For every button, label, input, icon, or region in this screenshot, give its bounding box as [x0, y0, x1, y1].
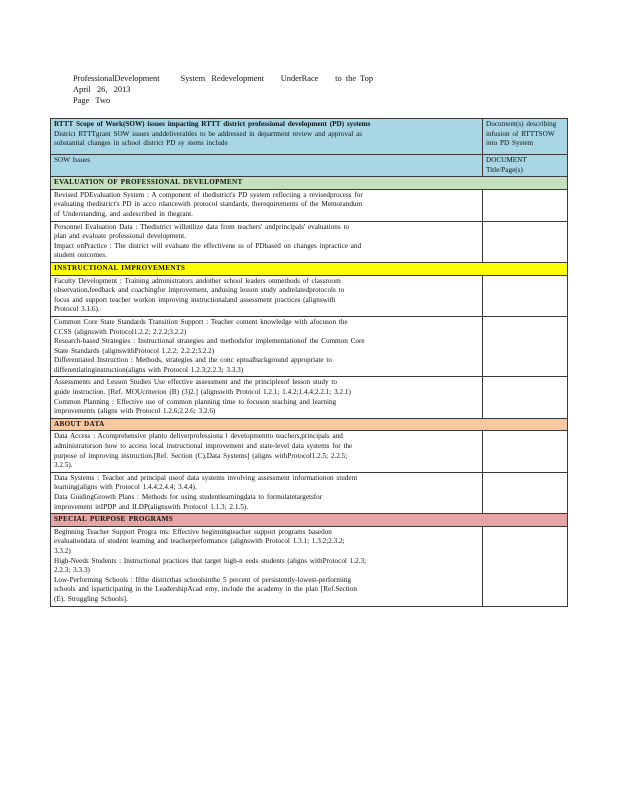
document-cell — [483, 316, 568, 377]
assessments-cell — [51, 377, 483, 418]
row-text: administratorson how to access local instructional improvement and state-level data systems for the — [54, 442, 353, 451]
row-text: Common Planning : Effective use of common planning time to focuson teaching and learning — [54, 397, 337, 406]
section-title: EVALUATION OF PROFESSIONAL DEVELOPMENT — [54, 178, 243, 187]
document-cell — [483, 377, 568, 418]
common-core-cell — [51, 316, 483, 377]
row-text: Low-Performing Schools : Ifthe districthas schoolsinthe 5 percent of persistently-lowest-performing — [54, 575, 352, 584]
row-text: of Understanding, and asdescribed in thegrant. — [54, 209, 193, 218]
table-row — [51, 377, 568, 418]
row-text: Protocol 3.1.6). — [54, 305, 100, 314]
documents-header-cell: Document(s) describing infusion of RTTTSOW into PD System — [483, 119, 568, 155]
document-cell — [483, 526, 568, 606]
row-text: Personnel Evaluation Data : Thedistrict willutilize data from teachers' andprincipals' evaluations to — [54, 222, 350, 231]
document-title-header: DOCUMENT Title/Page(s) — [483, 155, 568, 177]
table-row — [51, 189, 568, 221]
sow-title-line-2: District RTTTgrant SOW issues anddeliverables to be addressed in department review and approval as — [54, 129, 363, 138]
section-title: INSTRUCTIONAL IMPROVEMENTS — [54, 263, 186, 272]
row-text: Data GuidingGrowth Plans : Methods for using studentlearningdata to formulatetargetsfor — [54, 493, 323, 501]
row-text: 2.2.3; 3.3.3) — [54, 566, 90, 575]
row-text: High-Needs Students : Instructional practices that target high-n eeds students (aligns withProtocol 1.2.3; — [54, 556, 367, 565]
header-page-number: Page Two — [73, 96, 111, 106]
title-row — [51, 119, 568, 155]
row-text: 3.3.2) — [54, 546, 71, 555]
section-special — [51, 514, 568, 527]
table-row — [51, 526, 568, 606]
data-access-cell — [51, 431, 483, 472]
sow-issues-header: SOW Issues — [51, 155, 483, 177]
header-date: April 26, 2013 — [73, 85, 131, 95]
section-title: SPECIAL PURPOSE PROGRAMS — [54, 515, 174, 524]
document-cell — [483, 275, 568, 316]
row-text: guide instruction. [Ref. MOUcriterion (B) (3)2.] (alignswith Protocol 1.2.1; 1.4.2;1.4.4;2.2.1; 3.2.1) — [54, 388, 351, 397]
sow-description-cell — [51, 119, 483, 155]
table-row — [51, 431, 568, 472]
row-text: plan and evaluate professional development. — [54, 232, 186, 241]
data-systems-cell — [51, 472, 483, 513]
row-text: Impact onPractice : The district will evaluate the effectivene ss of PDbased on changes inpractice and — [54, 241, 362, 250]
row-text: student outcomes. — [54, 251, 107, 260]
row-text: (E), Struggling Schools]. — [54, 594, 128, 603]
sow-table — [50, 118, 568, 607]
row-text: Data Systems : Teacher and principal useof data systems involving assessment informationon student — [54, 473, 358, 482]
sow-title-line-3: substantial changes in school district PD sy stems include — [54, 139, 228, 148]
row-text: purpose of improving instruction.[Ref. Section (C),Data Systems] (aligns withProtocol1.2.5; 2.2.5; — [54, 451, 348, 460]
sow-title-line-1: RTTT Scope of Work(SOW) issues impacting RTTT district professional development (PD) systems — [54, 120, 371, 128]
row-text: Beginning Teacher Support Progra ms: Effective beginningteacher support programs basedon — [54, 527, 332, 536]
row-text: focus and support teacher workon improving instructionaland assessment practices (alignswith — [54, 295, 336, 304]
row-text: differentiatinginstruction(aligns with Protocol 1.2.3;2.2.3; 3.3.3) — [54, 365, 244, 374]
faculty-development-cell — [51, 275, 483, 316]
row-text: State Standards (alignswithProtocol 1.2.2; 2.2.2;3.2.2) — [54, 346, 215, 355]
table-row — [51, 472, 568, 513]
row-text: Assessments and Lesson Studies Use effective assessment and the principlesof lesson study to — [54, 378, 337, 387]
section-title: ABOUT DATA — [54, 419, 105, 428]
row-text: Revised PDEvaluation System : A component of thedistrict's PD system reflecting a revisedprocess for — [54, 190, 363, 199]
revised-pd-evaluation-cell — [51, 189, 483, 221]
row-text: evaluating thedistrict's PD in acco rdancewith protocol standards, therequirements of the Memorandum — [54, 200, 363, 209]
row-text: Common Core State Standards Transition Support : Teacher content knowledge with afocuson the — [54, 317, 348, 326]
table-row — [51, 275, 568, 316]
section-evaluation — [51, 177, 568, 190]
row-text: schools and isparticipating in the LeadershipAcad emy, include the academy in the plan [Ref.Section — [54, 585, 357, 594]
row-text: observation,feedback and coachingfor improvement, andusing lesson study andrelatedprotocols to — [54, 286, 345, 295]
personnel-evaluation-cell — [51, 221, 483, 262]
row-text: Data Access : Acomprehensive planto deliverprofessiona l developmentto teachers,principals and — [54, 432, 343, 441]
row-text: improvement inIPDP and ILDP(alignswith Protocol 1.1.3; 2.1.5). — [54, 502, 248, 511]
row-text: learning(aligns with Protocol 1.4.4;2.4.4; 3.4.4). — [54, 483, 197, 492]
document-cell — [483, 472, 568, 513]
table-row — [51, 316, 568, 377]
row-text: improvements (aligns with Protocol 1.2.6;2.2.6; 3.2.6) — [54, 407, 216, 416]
row-text: 3.2.5). — [54, 461, 73, 470]
document-cell — [483, 431, 568, 472]
issues-header-row — [51, 155, 568, 177]
section-instructional — [51, 262, 568, 275]
row-text: evaluationdata of student learning and teacherperformance (alignswith Protocol 1.3.1; 1.3.2;2.3.2; — [54, 537, 345, 546]
table-row — [51, 221, 568, 262]
document-cell — [483, 189, 568, 221]
row-text: Research-based Strategies : Instructional strategies and methodsfor implementationof the Common Core — [54, 337, 365, 346]
section-data — [51, 418, 568, 431]
letter-header — [73, 73, 373, 107]
row-text: Differentiated Instruction : Methods, strategies and the conc eptualbackground appropriate to — [54, 356, 332, 365]
row-text: CCSS (alignswith Protocol1.2.2; 2.2.2;3.2.2) — [54, 327, 187, 336]
special-programs-cell — [51, 526, 483, 606]
header-title-line: ProfessionalDevelopment System Redevelopment UnderRace to the Top — [73, 74, 374, 83]
row-text: Faculty Development : Training administrators andother school leaders onmethods of classroom — [54, 276, 341, 285]
document-cell — [483, 221, 568, 262]
